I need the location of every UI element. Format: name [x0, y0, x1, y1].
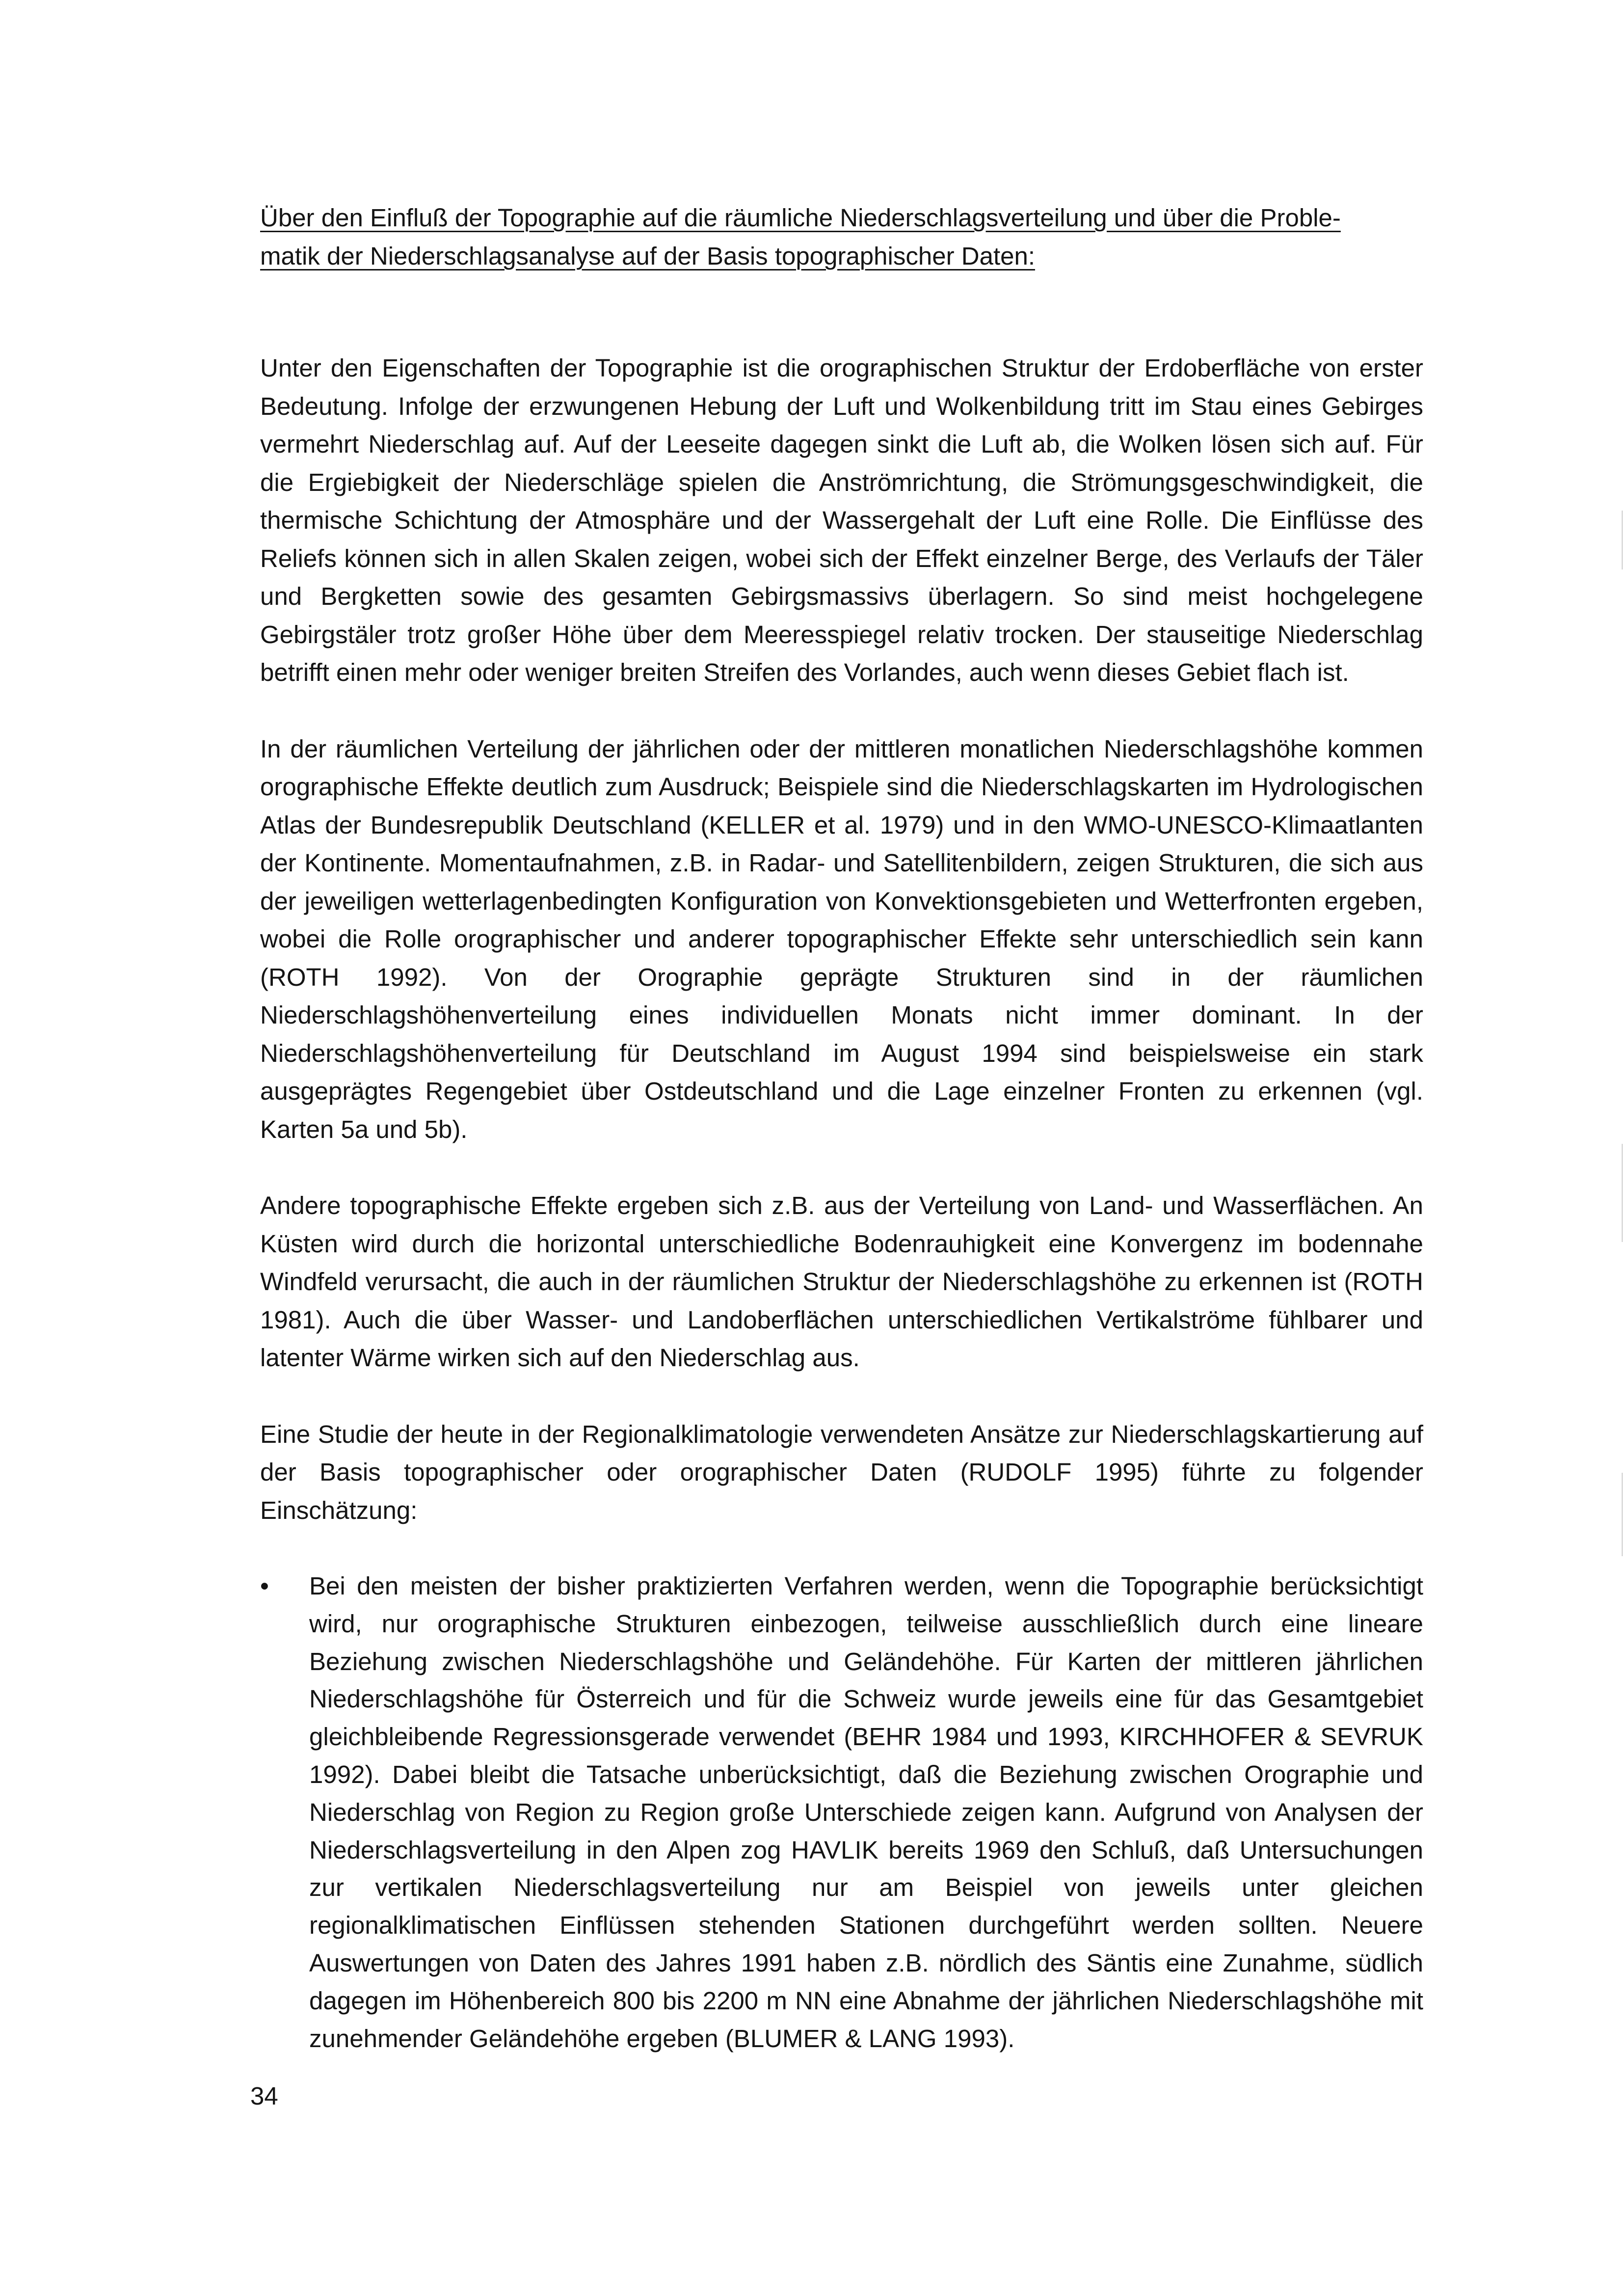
assessment-bullet-list: [260, 1567, 1423, 2057]
bullet-text: Bei den meisten der bisher praktizierten Verfahren werden, wenn die Topographie berücksichtigt wird, nur orographische Strukturen einbezogen, teilweise ausschließlich durch eine lineare Beziehung zwischen Niederschlagshöhe und Geländehöhe. Für Karten der mittleren jährlichen Niederschlagshöhe für Österreich und für die Schweiz wurde jeweils eine für das Gesamtgebiet gleichbleibende Regressionsgerade verwendet (BEHR 1984 und 1993, KIRCHHOFER & SEVRUK 1992). Dabei bleibt die Tatsache unberücksichtigt, daß die Beziehung zwischen Orographie und Niederschlag von Region zu Region große Unterschiede zeigen kann. Aufgrund von Analysen der Niederschlagsverteilung in den Alpen zog HAVLIK bereits 1969 den Schluß, daß Untersuchungen zur vertikalen Niederschlagsverteilung nur am Beispiel von jeweils unter gleichen regionalklimatischen Einflüssen stehenden Stationen durchgeführt werden sollten. Neuere Auswertungen von Daten des Jahres 1991 haben z.B. nördlich des Säntis eine Zunahme, südlich dagegen im Höhenbereich 800 bis 2200 m NN eine Abnahme der jährlichen Niederschlagshöhe mit zunehmender Geländehöhe ergeben (BLUMER & LANG 1993).: [309, 1572, 1423, 2053]
section-heading-line-1: Über den Einfluß der Topographie auf die räumliche Niederschlagsverteilung und über die Proble-: [260, 204, 1341, 232]
paragraph-study-assessment: Eine Studie der heute in der Regionalklimatologie verwendeten Ansätze zur Niederschlagskartierung auf der Basis topographischer oder orographischer Daten (RUDOLF 1995) führte zu folgender Einschätzung:: [260, 1420, 1423, 1524]
page-content: [260, 199, 1423, 2057]
list-item: [260, 1567, 1423, 2057]
section-heading-line-2: matik der Niederschlagsanalyse auf der Basis topographischer Daten:: [260, 242, 1036, 270]
page-number: 34: [250, 2082, 278, 2110]
paragraph-other-topographic-effects: Andere topographische Effekte ergeben sich z.B. aus der Verteilung von Land- und Wasserflächen. An Küsten wird durch die horizontal unterschiedliche Bodenrauhigkeit eine Konvergenz im bodennahe Windfeld verursacht, die auch in der räumlichen Struktur der Niederschlagshöhe zu erkennen ist (ROTH 1981). Auch die über Wasser- und Landoberflächen unterschiedlichen Vertikalströme fühlbarer und latenter Wärme wirken sich auf den Niederschlag aus.: [260, 1191, 1423, 1372]
bullet-icon: •: [260, 1572, 269, 1600]
paragraph-spatial-distribution: In der räumlichen Verteilung der jährlichen oder der mittleren monatlichen Niederschlagshöhe kommen orographische Effekte deutlich zum Ausdruck; Beispiele sind die Niederschlagskarten im Hydrologischen Atlas der Bundesrepublik Deutschland (KELLER et al. 1979) und in den WMO-UNESCO-Klimaatlanten der Kontinente. Momentaufnahmen, z.B. in Radar- und Satellitenbildern, zeigen Strukturen, die sich aus der jeweiligen wetterlagenbedingten Konfiguration von Konvektionsgebieten und Wetterfronten ergeben, wobei die Rolle orographischer und anderer topographischer Effekte sehr unterschiedlich sein kann (ROTH 1992). Von der Orographie geprägte Strukturen sind in der räumlichen Niederschlagshöhenverteilung eines individuellen Monats nicht immer dominant. In der Niederschlagshöhenverteilung für Deutschland im August 1994 sind beispielsweise ein stark ausgeprägtes Regengebiet über Ostdeutschland und die Lage einzelner Fronten zu erkennen (vgl. Karten 5a und 5b).: [260, 734, 1423, 1143]
paragraph-orographic-structure: Unter den Eigenschaften der Topographie ist die orographischen Struktur der Erdoberfläche von erster Bedeutung. Infolge der erzwungenen Hebung der Luft und Wolkenbildung tritt im Stau eines Gebirges vermehrt Niederschlag auf. Auf der Leeseite dagegen sinkt die Luft ab, die Wolken lösen sich auf. Für die Ergiebigkeit der Niederschläge spielen die Anströmrichtung, die Strömungsgeschwindigkeit, die thermische Schichtung der Atmosphäre und der Wassergehalt der Luft eine Rolle. Die Einflüsse des Reliefs können sich in allen Skalen zeigen, wobei sich der Effekt einzelner Berge, des Verlaufs der Täler und Bergketten sowie des gesamten Gebirgsmassivs überlagern. So sind meist hochgelegene Gebirgstäler trotz großer Höhe über dem Meeresspiegel relativ trocken. Der stauseitige Niederschlag betrifft einen mehr oder weniger breiten Streifen des Vorlandes, auch wenn dieses Gebiet flach ist.: [260, 354, 1423, 686]
section-heading: [260, 199, 1423, 275]
